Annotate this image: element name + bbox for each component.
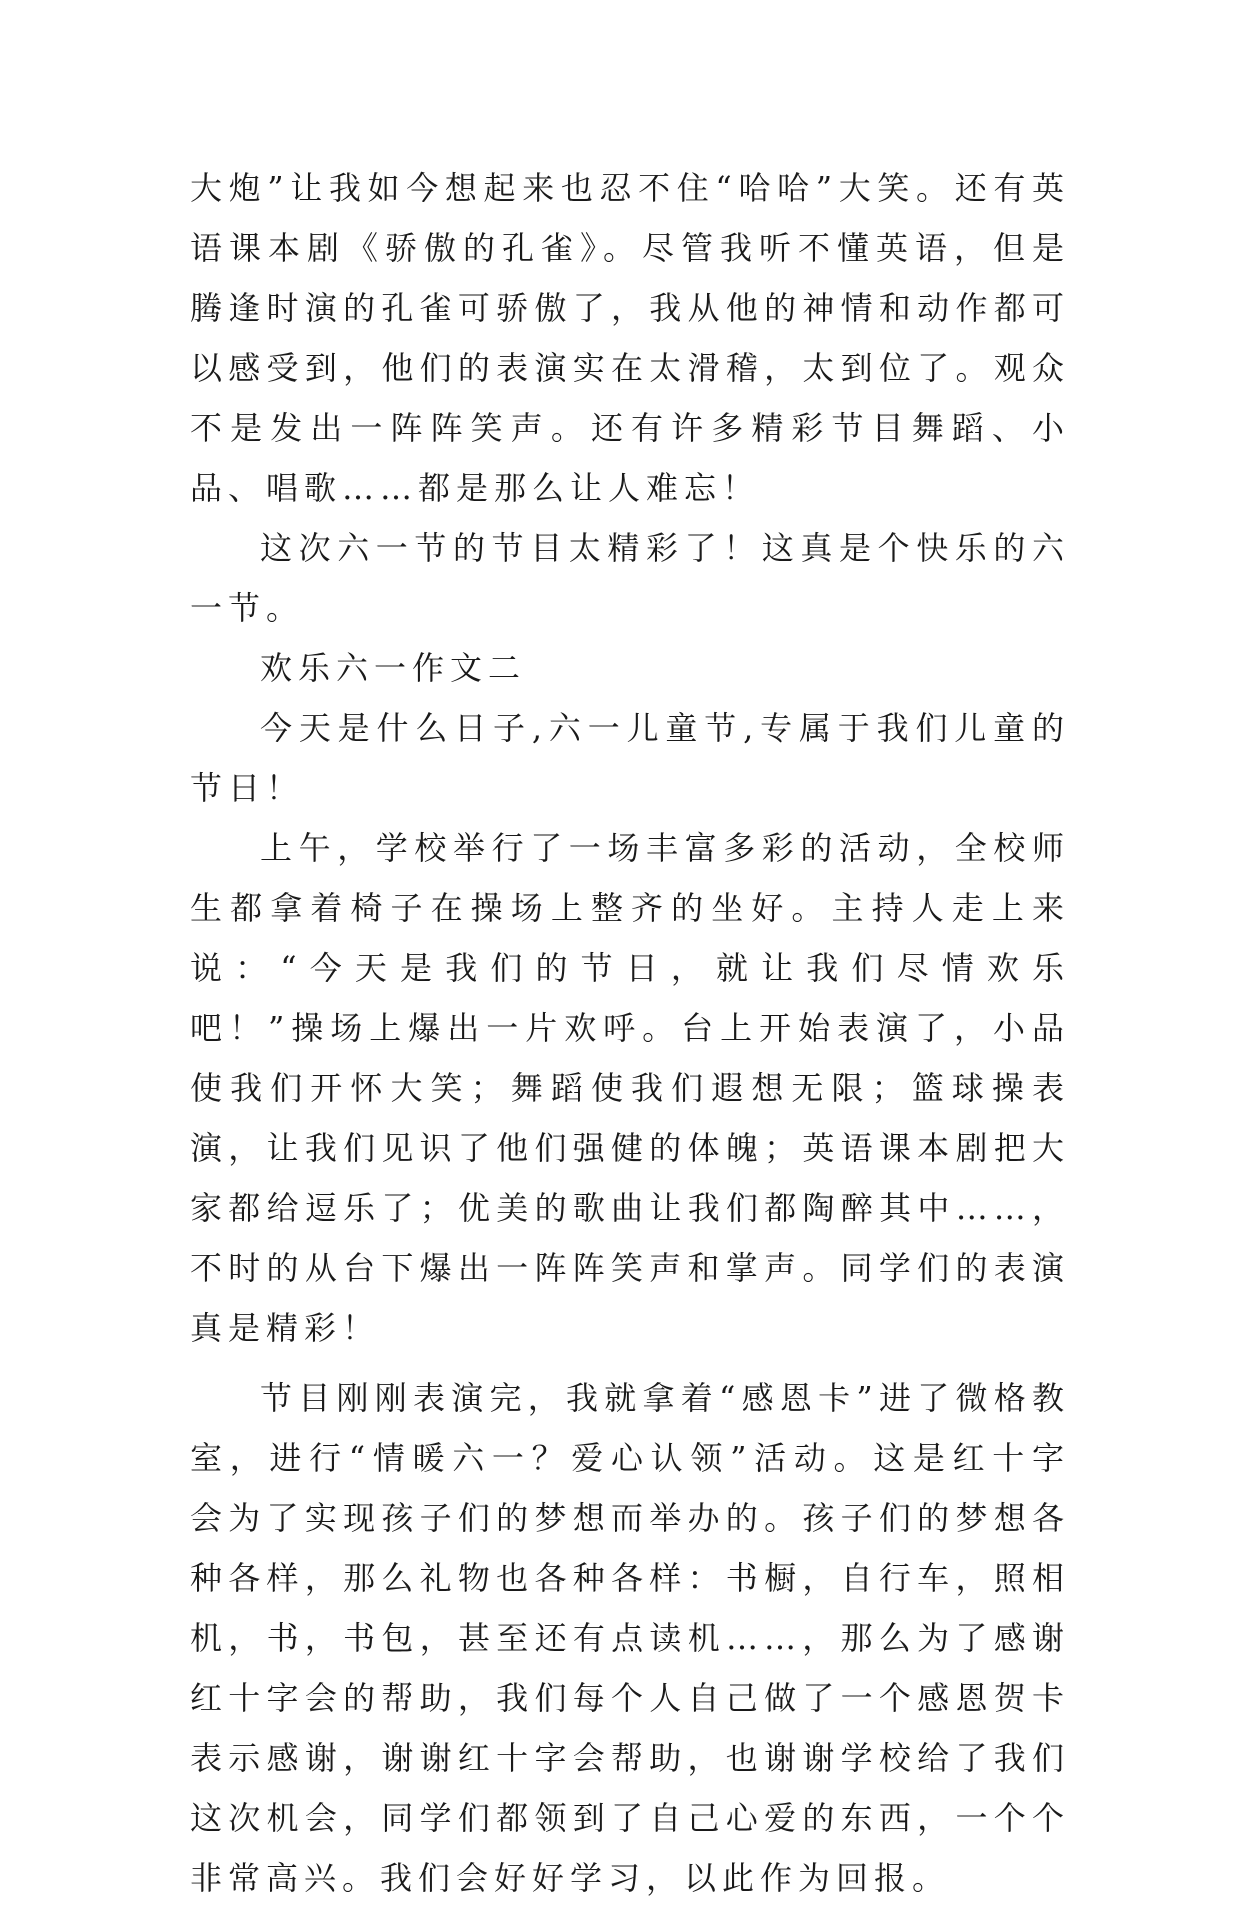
paragraph-5: 节目刚刚表演完，我就拿着“感恩卡”进了微格教室，进行“情暖六一？爱心认领”活动。这是红十字会为了实现孩子们的梦想而举办的。孩子们的梦想各种各样，那么礼物也各种各样：书橱，自行车，照相机，书，书包，甚至还有点读机……，那么为了感谢红十字会的帮助，我们每个人自己做了一个感恩贺卡表示感谢，谢谢红十字会帮助，也谢谢学校给了我们这次机会，同学们都领到了自己心爱的东西，一个个非常高兴。我们会好好学习，以此作为回报。 — [190, 1379, 1070, 1897]
paragraph-4: 上午，学校举行了一场丰富多彩的活动，全校师生都拿着椅子在操场上整齐的坐好。主持人走上来说：“今天是我们的节日，就让我们尽情欢乐吧！”操场上爆出一片欢呼。台上开始表演了，小品使我们开怀大笑；舞蹈使我们遐想无限；篮球操表演，让我们见识了他们强健的体魄；英语课本剧把大家都给逗乐了；优美的歌曲让我们都陶醉其中……，不时的从台下爆出一阵阵笑声和掌声。同学们的表演真是精彩！ — [190, 829, 1070, 1347]
paragraph-2: 这次六一节的节目太精彩了！这真是个快乐的六一节。 — [190, 529, 1070, 627]
paragraph-3: 今天是什么日子,六一儿童节,专属于我们儿童的节日！ — [190, 709, 1070, 807]
paragraph-1: 大炮”让我如今想起来也忍不住“哈哈”大笑。还有英语课本剧《骄傲的孔雀》。尽管我听不懂英语，但是腾逢时演的孔雀可骄傲了，我从他的神情和动作都可以感受到，他们的表演实在太滑稽，太到位了。观众不是发出一阵阵笑声。还有许多精彩节目舞蹈、小品、唱歌……都是那么让人难忘！ — [190, 169, 1070, 507]
section-heading: 欢乐六一作文二 — [260, 649, 527, 687]
essay-body — [190, 158, 1070, 1908]
